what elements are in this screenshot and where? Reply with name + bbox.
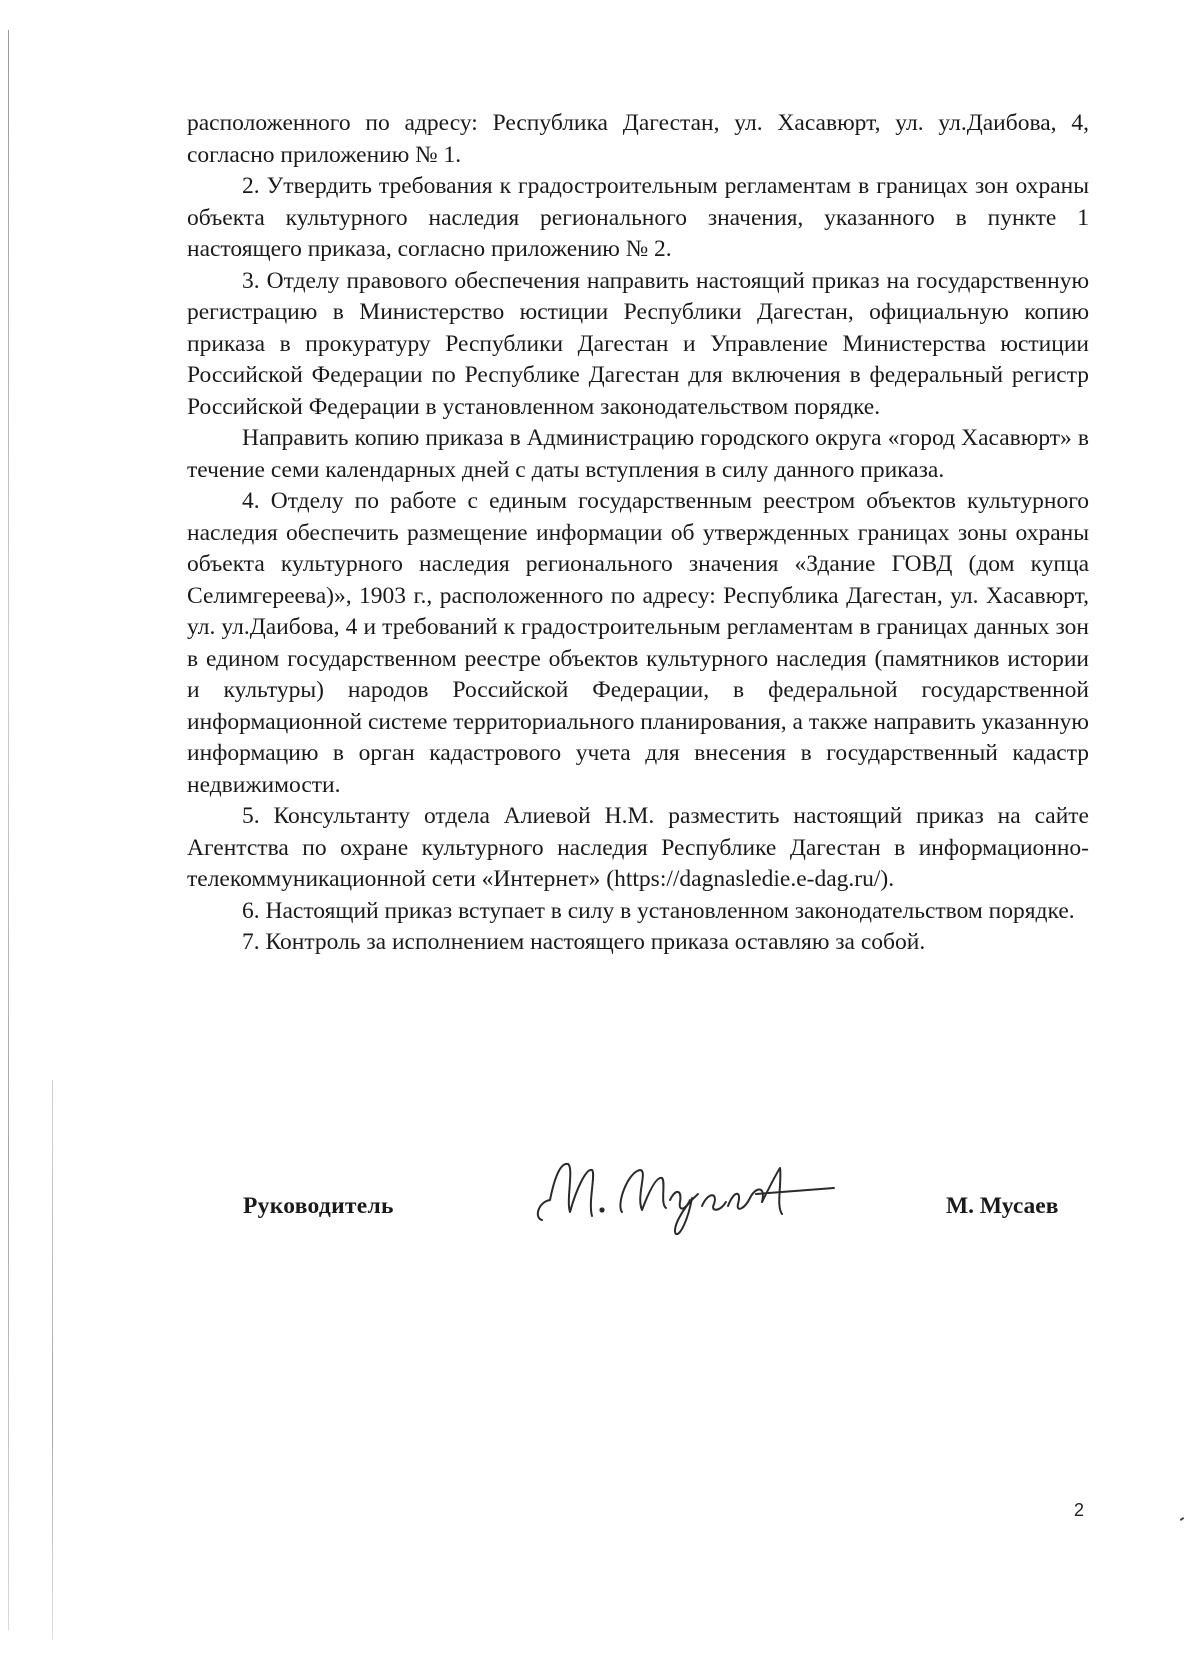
paragraph-item-6: 6. Настоящий приказ вступает в силу в установленном законодательством порядке. — [242, 897, 1075, 924]
scan-edge-left — [8, 30, 9, 1630]
paragraph-item-3: 3. Отделу правового обеспечения направить настоящий приказ на государственную регистрацию в Министерство юстиции Республики Дагестан, официальную копию приказа в прокуратуру Республики Дагестан и Управление Министерства юстиции Российской Федерации по Республике Дагестан для включения в федеральный регистр Российской Федерации в установленном законодательством порядке. — [187, 267, 1089, 420]
scan-speck — [1180, 1517, 1184, 1521]
signatory-role: Руководитель — [243, 1193, 394, 1219]
paragraph-item-2: 2. Утвердить требования к градостроительным регламентам в границах зон охраны объекта культурного наследия регионального значения, указанного в пункте 1 настоящего приказа, согласно приложению № 2. — [187, 173, 1089, 262]
handwritten-signature — [530, 1150, 850, 1240]
paragraph-item-5: 5. Консультанту отдела Алиевой Н.М. разместить настоящий приказ на сайте Агентства по охране культурного наследия Республике Дагестан в информационно-телекоммуникационной сети «Интернет» (https://dagnasledie.e-dag.ru/). — [187, 803, 1089, 892]
paragraph-item-3-copy: Направить копию приказа в Администрацию городского округа «город Хасавюрт» в течение семи календарных дней с даты вступления в силу данного приказа. — [187, 425, 1089, 483]
scan-edge-inner — [52, 1080, 53, 1640]
document-body — [187, 108, 1089, 959]
signatory-name: М. Мусаев — [946, 1193, 1059, 1219]
paragraph-item-4: 4. Отделу по работе с единым государственным реестром объектов культурного наследия обеспечить размещение информации об утвержденных границах зоны охраны объекта культурного наследия регионального значения «Здание ГОВД (дом купца Селимгереева)», 1903 г., расположенного по адресу: Республика Дагестан, ул. Хасавюрт, ул. ул.Даибова, 4 и требований к градостроительным регламентам в границах данных зон в едином государственном реестре объектов культурного наследия (памятников истории и культуры) народов Российской Федерации, в федеральной государственной информационной системе территориального планирования, а также направить указанную информацию в орган кадастрового учета для внесения в государственный кадастр недвижимости. — [187, 488, 1089, 798]
paragraph-address-continuation: расположенного по адресу: Республика Дагестан, ул. Хасавюрт, ул. ул.Даибова, 4, согласно приложению № 1. — [187, 110, 1089, 168]
paragraph-item-7: 7. Контроль за исполнением настоящего приказа оставляю за собой. — [242, 929, 926, 955]
page-number: 2 — [1074, 1500, 1085, 1520]
